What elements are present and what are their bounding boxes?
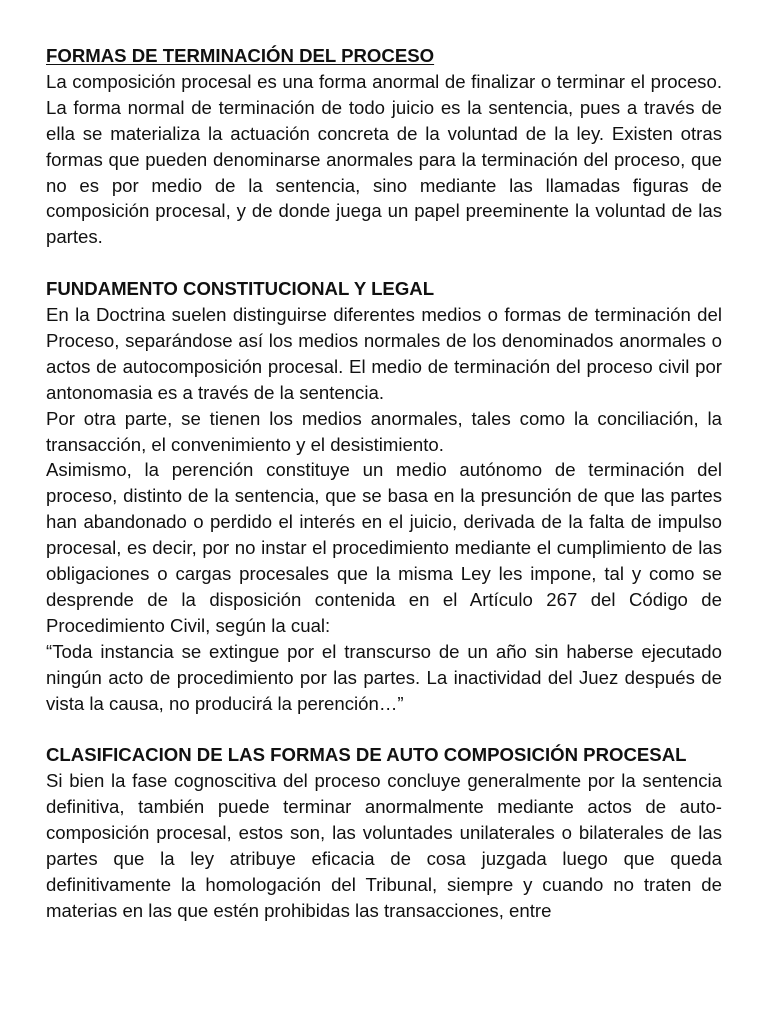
section-spacer <box>46 717 722 743</box>
paragraph: En la Doctrina suelen distinguirse diferentes medios o formas de terminación del Proceso, separándose así los medios normales de los denominados anormales o actos de autocomposición procesal. El medio de terminación del proceso civil por antonomasia es a través de la sentencia. <box>46 304 722 403</box>
section-heading: FORMAS DE TERMINACIÓN DEL PROCESO <box>46 45 435 66</box>
paragraph: Por otra parte, se tienen los medios anormales, tales como la conciliación, la transacción, el convenimiento y el desistimiento. <box>46 407 722 455</box>
paragraph: Asimismo, la perención constituye un medio autónomo de terminación del proceso, distinto de la sentencia, que se basa en la presunción de que las partes han abandonado o perdido el interés en el juicio, derivada de la falta de impulso procesal, es decir, por no instar el procedimiento mediante el cumplimiento de las obligaciones o cargas procesales que la misma Ley les impone, tal y como se desprende de la disposición contenida en el Artículo 267 del Código de Procedimiento Civil, según la cual: <box>46 459 722 636</box>
paragraph: La composición procesal es una forma anormal de finalizar o terminar el proceso. La forma normal de terminación de todo juicio es la sentencia, pues a través de ella se materializa la actuación concreta de la voluntad de la ley. Existen otras formas que pueden denominarse anormales para la terminación del proceso, que no es por medio de la sentencia, sino mediante las llamadas figuras de composición procesal, y de donde juega un papel preeminente la voluntad de las partes. <box>46 70 722 248</box>
section-heading: CLASIFICACION DE LAS FORMAS DE AUTO COMPOSICIÓN PROCESAL <box>46 744 687 766</box>
section-formas-de-terminacion <box>46 43 722 250</box>
paragraph: Si bien la fase cognoscitiva del proceso concluye generalmente por la sentencia definitiva, también puede terminar anormalmente mediante actos de auto-composición procesal, estos son, las voluntades unilaterales o bilaterales de las partes que la ley atribuye eficacia de cosa juzgada luego que queda definitivamente la homologación del Tribunal, siempre y cuando no traten de materias en las que estén prohibidas las transacciones, entre <box>46 770 722 921</box>
section-fundamento-constitucional <box>46 276 722 716</box>
section-clasificacion <box>46 742 722 923</box>
section-heading: FUNDAMENTO CONSTITUCIONAL Y LEGAL <box>46 278 435 300</box>
quote-paragraph: “Toda instancia se extingue por el transcurso de un año sin haberse ejecutado ningún acto de procedimiento por las partes. La inactividad del Juez después de vista la causa, no producirá la perención…” <box>46 640 722 714</box>
section-spacer <box>46 250 722 276</box>
document-page <box>46 43 722 924</box>
